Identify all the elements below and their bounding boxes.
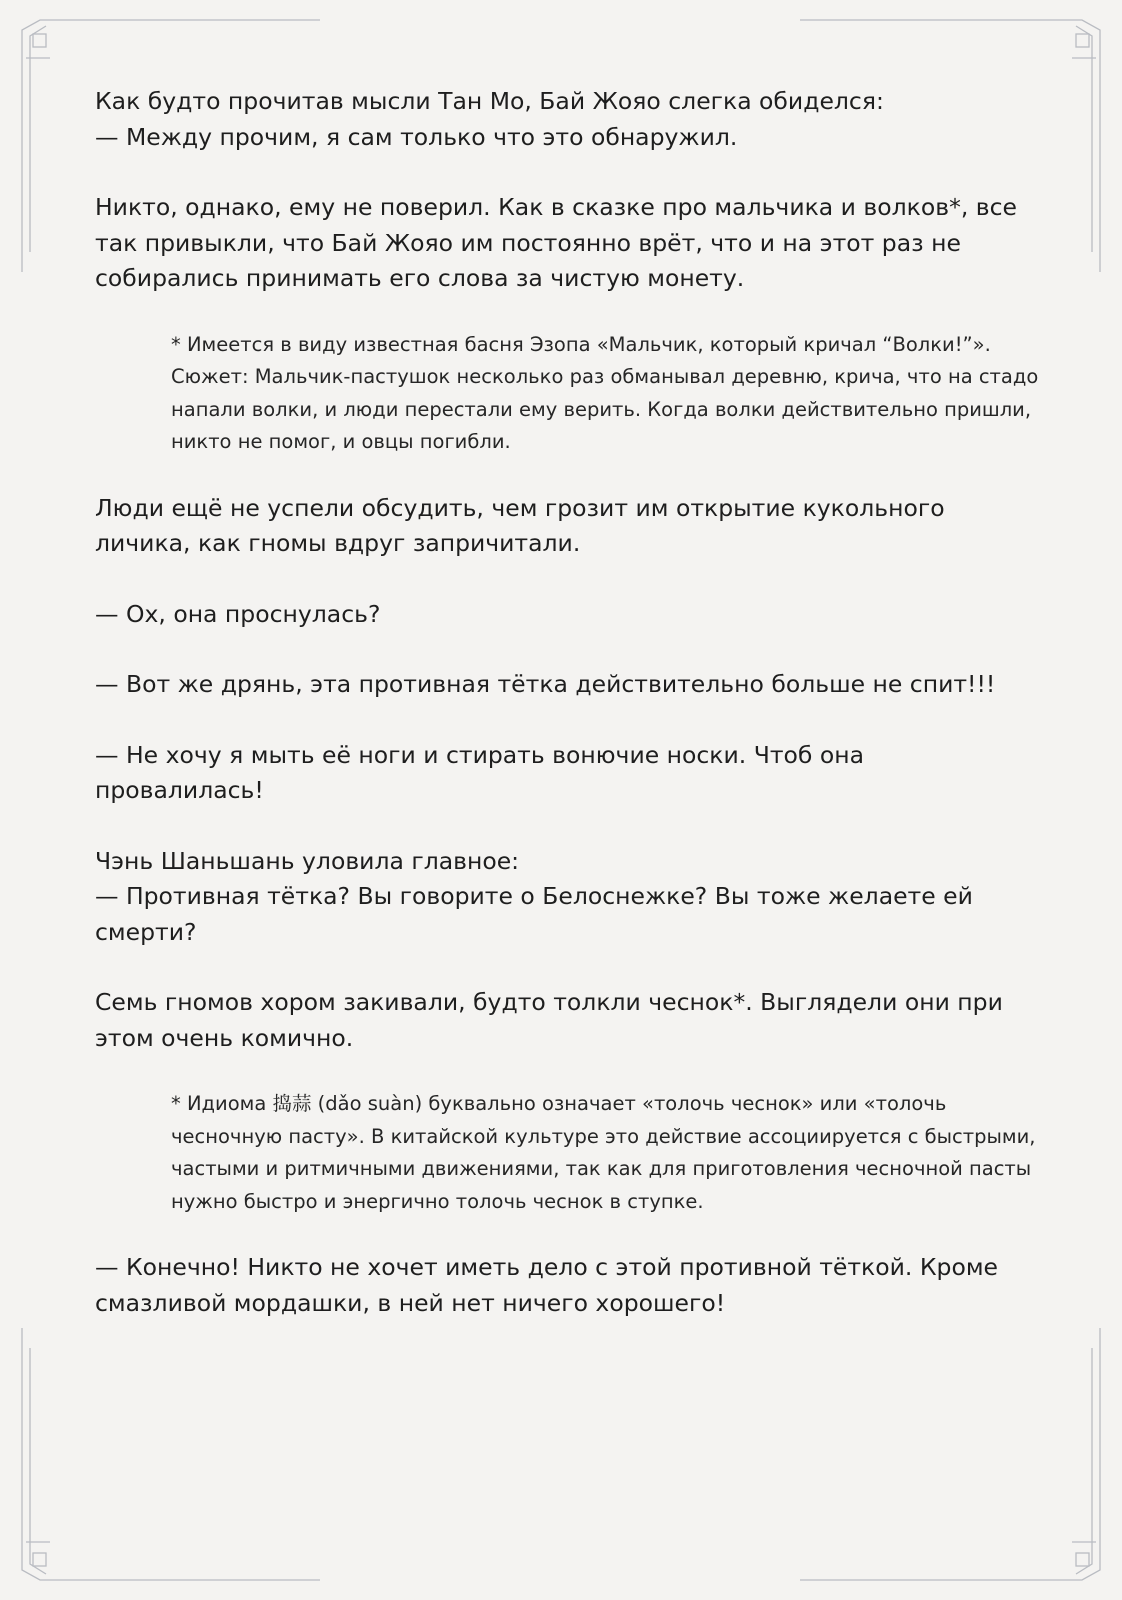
paragraph-1-line-1: Как будто прочитав мысли Тан Мо, Бай Жояо слегка обиделся: [95,87,884,115]
footnote-idiom: * Идиома 捣蒜 (dǎo suàn) буквально означает «толочь чеснок» или «толочь чесночную пасту». В китайской культуре это действие ассоциируется с быстрыми, частыми и ритмичными движениями, так как для приготовления чесночной пасты нужно быстро и энергично толочь чеснок в ступке. [171,1092,1036,1213]
footnote-aesop: * Имеется в виду известная басня Эзопа «Мальчик, который кричал “Волки!”». Сюжет: Мальчик-пастушок несколько раз обманывал деревню, крича, что на стадо напали волки, и люди перестали ему верить. Когда волки действительно пришли, никто не помог, и овцы погибли. [171,332,1039,453]
page-text [95,84,1039,1321]
paragraph-9: — Конечно! Никто не хочет иметь дело с этой противной тёткой. Кроме смазливой мордашки, в ней нет ничего хорошего! [95,1253,999,1317]
paragraph-3: Люди ещё не успели обсудить, чем грозит им открытие кукольного личика, как гномы вдруг запричитали. [95,493,945,557]
paragraph-4: — Ох, она проснулась? [95,599,381,628]
paragraph-5: — Вот же дрянь, эта противная тётка действительно больше не спит!!! [95,670,996,698]
paragraph-6: — Не хочу я мыть её ноги и стирать вонючие носки. Чтоб она провалилась! [95,740,864,804]
corner-ornament-bottom-right [800,1328,1100,1580]
corner-ornament-bottom-left [22,1328,320,1580]
paragraph-7-line-1: Чэнь Шаньшань уловила главное: [95,846,520,875]
paragraph-8: Семь гномов хором закивали, будто толкли чеснок*. Выглядели они при этом очень комично. [95,988,1003,1052]
paragraph-7-line-2: — Противная тётка? Вы говорите о Белоснежке? Вы тоже желаете ей смерти? [95,882,973,946]
paragraph-2: Никто, однако, ему не поверил. Как в сказке про мальчика и волков*, все так привыкли, что Бай Жояо им постоянно врёт, что и на этот раз не собирались принимать его слова за чистую монету. [95,193,1017,292]
paragraph-1-line-2: — Между прочим, я сам только что это обнаружил. [95,122,738,151]
